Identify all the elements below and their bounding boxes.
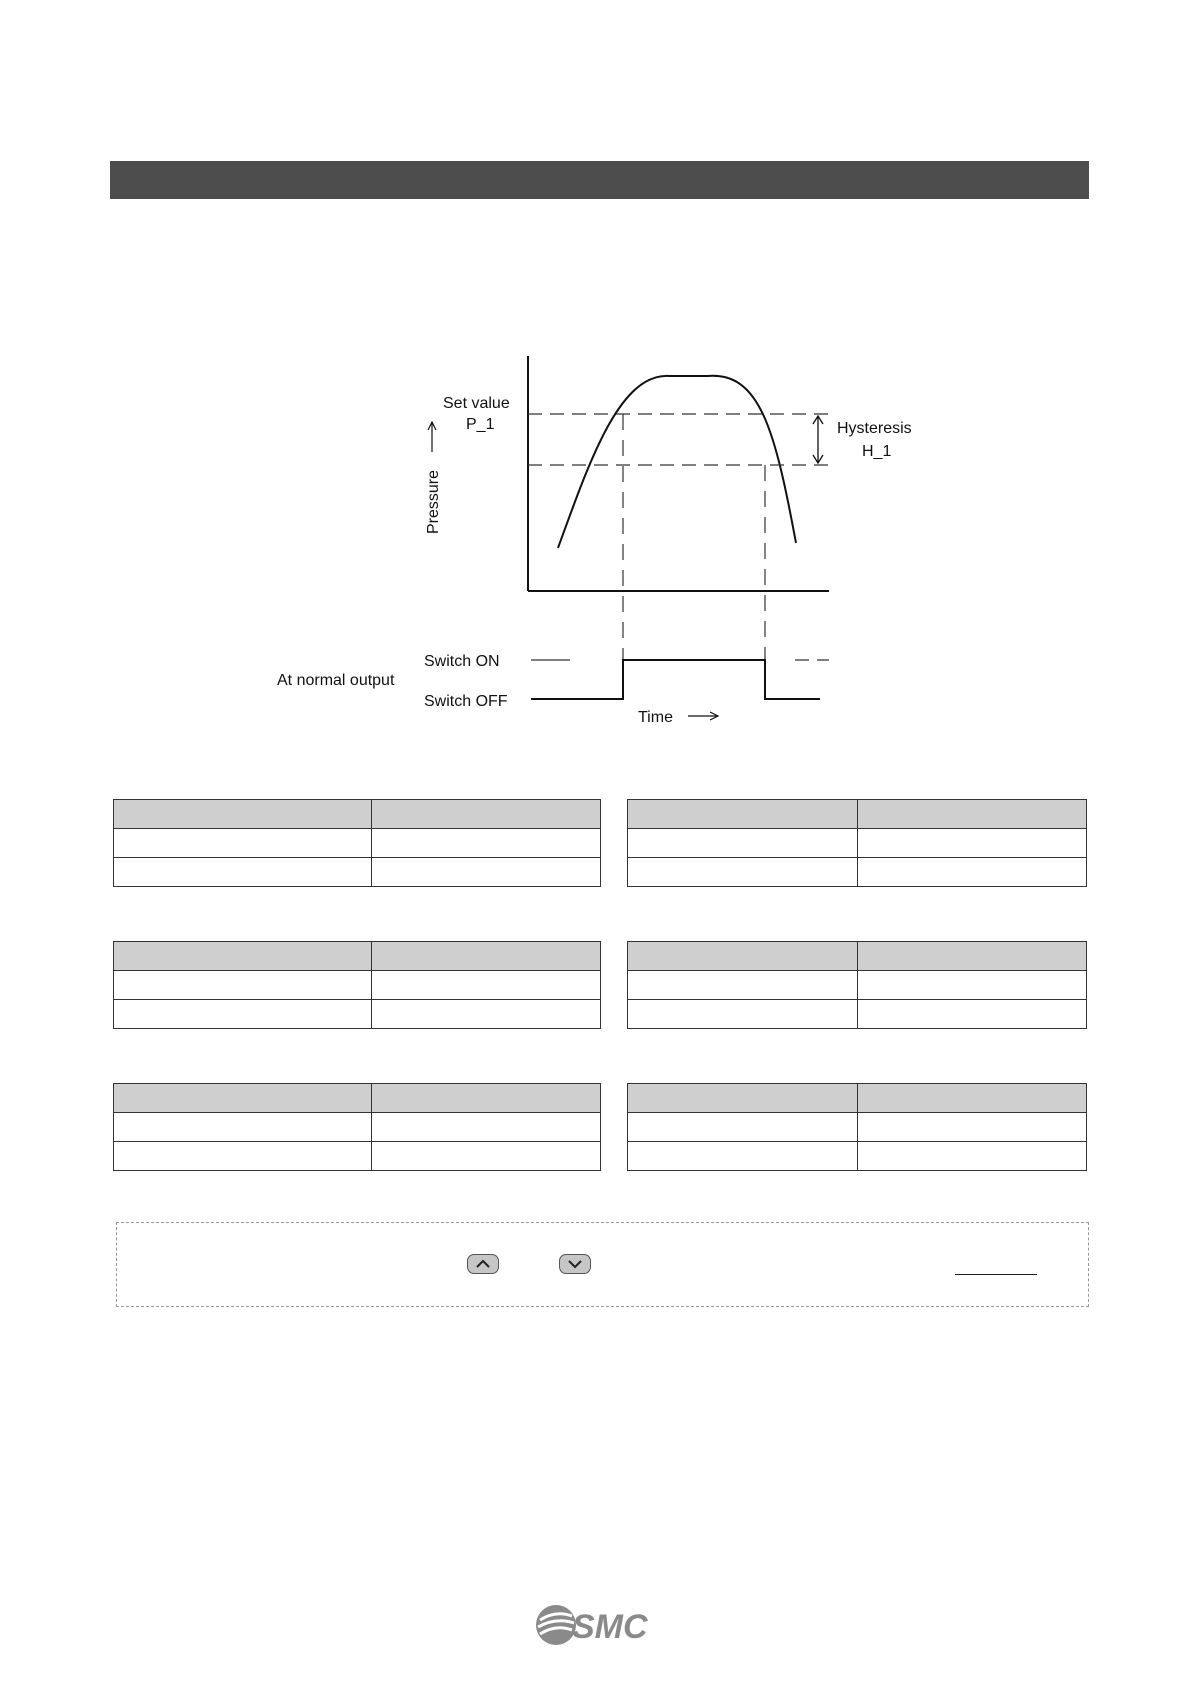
table-cell xyxy=(628,1000,858,1029)
hysteresis-label: Hysteresis xyxy=(837,420,912,437)
table-cell xyxy=(858,858,1087,887)
table-cell xyxy=(372,1113,601,1142)
table-header-cell xyxy=(114,1084,372,1113)
pressure-curve xyxy=(558,376,796,548)
table-cell xyxy=(114,971,372,1000)
p1-label: P_1 xyxy=(466,416,495,433)
settings-table-5 xyxy=(113,1083,601,1171)
table-cell xyxy=(858,1000,1087,1029)
table-cell xyxy=(628,858,858,887)
table-cell xyxy=(114,829,372,858)
table-cell xyxy=(858,1113,1087,1142)
settings-table-6 xyxy=(627,1083,1087,1171)
switch-hysteresis-diagram xyxy=(0,0,1191,780)
settings-table-2 xyxy=(627,799,1087,887)
underline-blank xyxy=(955,1274,1037,1275)
table-cell xyxy=(628,1142,858,1171)
table-cell xyxy=(372,829,601,858)
table-header-cell xyxy=(372,800,601,829)
set-value-label: Set value xyxy=(443,395,510,412)
table-header-cell xyxy=(858,942,1087,971)
table-header-cell xyxy=(372,942,601,971)
table-header-cell xyxy=(858,1084,1087,1113)
up-button-icon xyxy=(467,1254,499,1274)
table-cell xyxy=(628,1113,858,1142)
normal-output-label: At normal output xyxy=(277,672,395,689)
table-header-cell xyxy=(628,1084,858,1113)
table-cell xyxy=(372,1000,601,1029)
h1-label: H_1 xyxy=(862,443,892,460)
table-cell xyxy=(114,1142,372,1171)
table-cell xyxy=(858,1142,1087,1171)
table-cell xyxy=(628,971,858,1000)
table-header-cell xyxy=(114,800,372,829)
down-button-icon xyxy=(559,1254,591,1274)
table-cell xyxy=(372,1142,601,1171)
table-cell xyxy=(858,829,1087,858)
table-cell xyxy=(628,829,858,858)
table-cell xyxy=(858,971,1087,1000)
settings-table-3 xyxy=(113,941,601,1029)
pressure-label: Pressure xyxy=(425,469,442,534)
table-header-cell xyxy=(858,800,1087,829)
settings-table-1 xyxy=(113,799,601,887)
table-cell xyxy=(114,1113,372,1142)
table-header-cell xyxy=(114,942,372,971)
smc-logo-text: SMC xyxy=(572,1608,648,1646)
settings-table-4 xyxy=(627,941,1087,1029)
table-cell xyxy=(372,971,601,1000)
table-cell xyxy=(372,858,601,887)
smc-logo xyxy=(534,1602,664,1648)
table-cell xyxy=(114,1000,372,1029)
switch-off-label: Switch OFF xyxy=(424,693,508,710)
table-cell xyxy=(114,858,372,887)
table-header-cell xyxy=(628,800,858,829)
switch-output-signal xyxy=(531,660,820,699)
table-header-cell xyxy=(628,942,858,971)
note-box xyxy=(116,1222,1089,1307)
switch-on-label: Switch ON xyxy=(424,653,500,670)
time-label: Time xyxy=(638,709,673,726)
table-header-cell xyxy=(372,1084,601,1113)
